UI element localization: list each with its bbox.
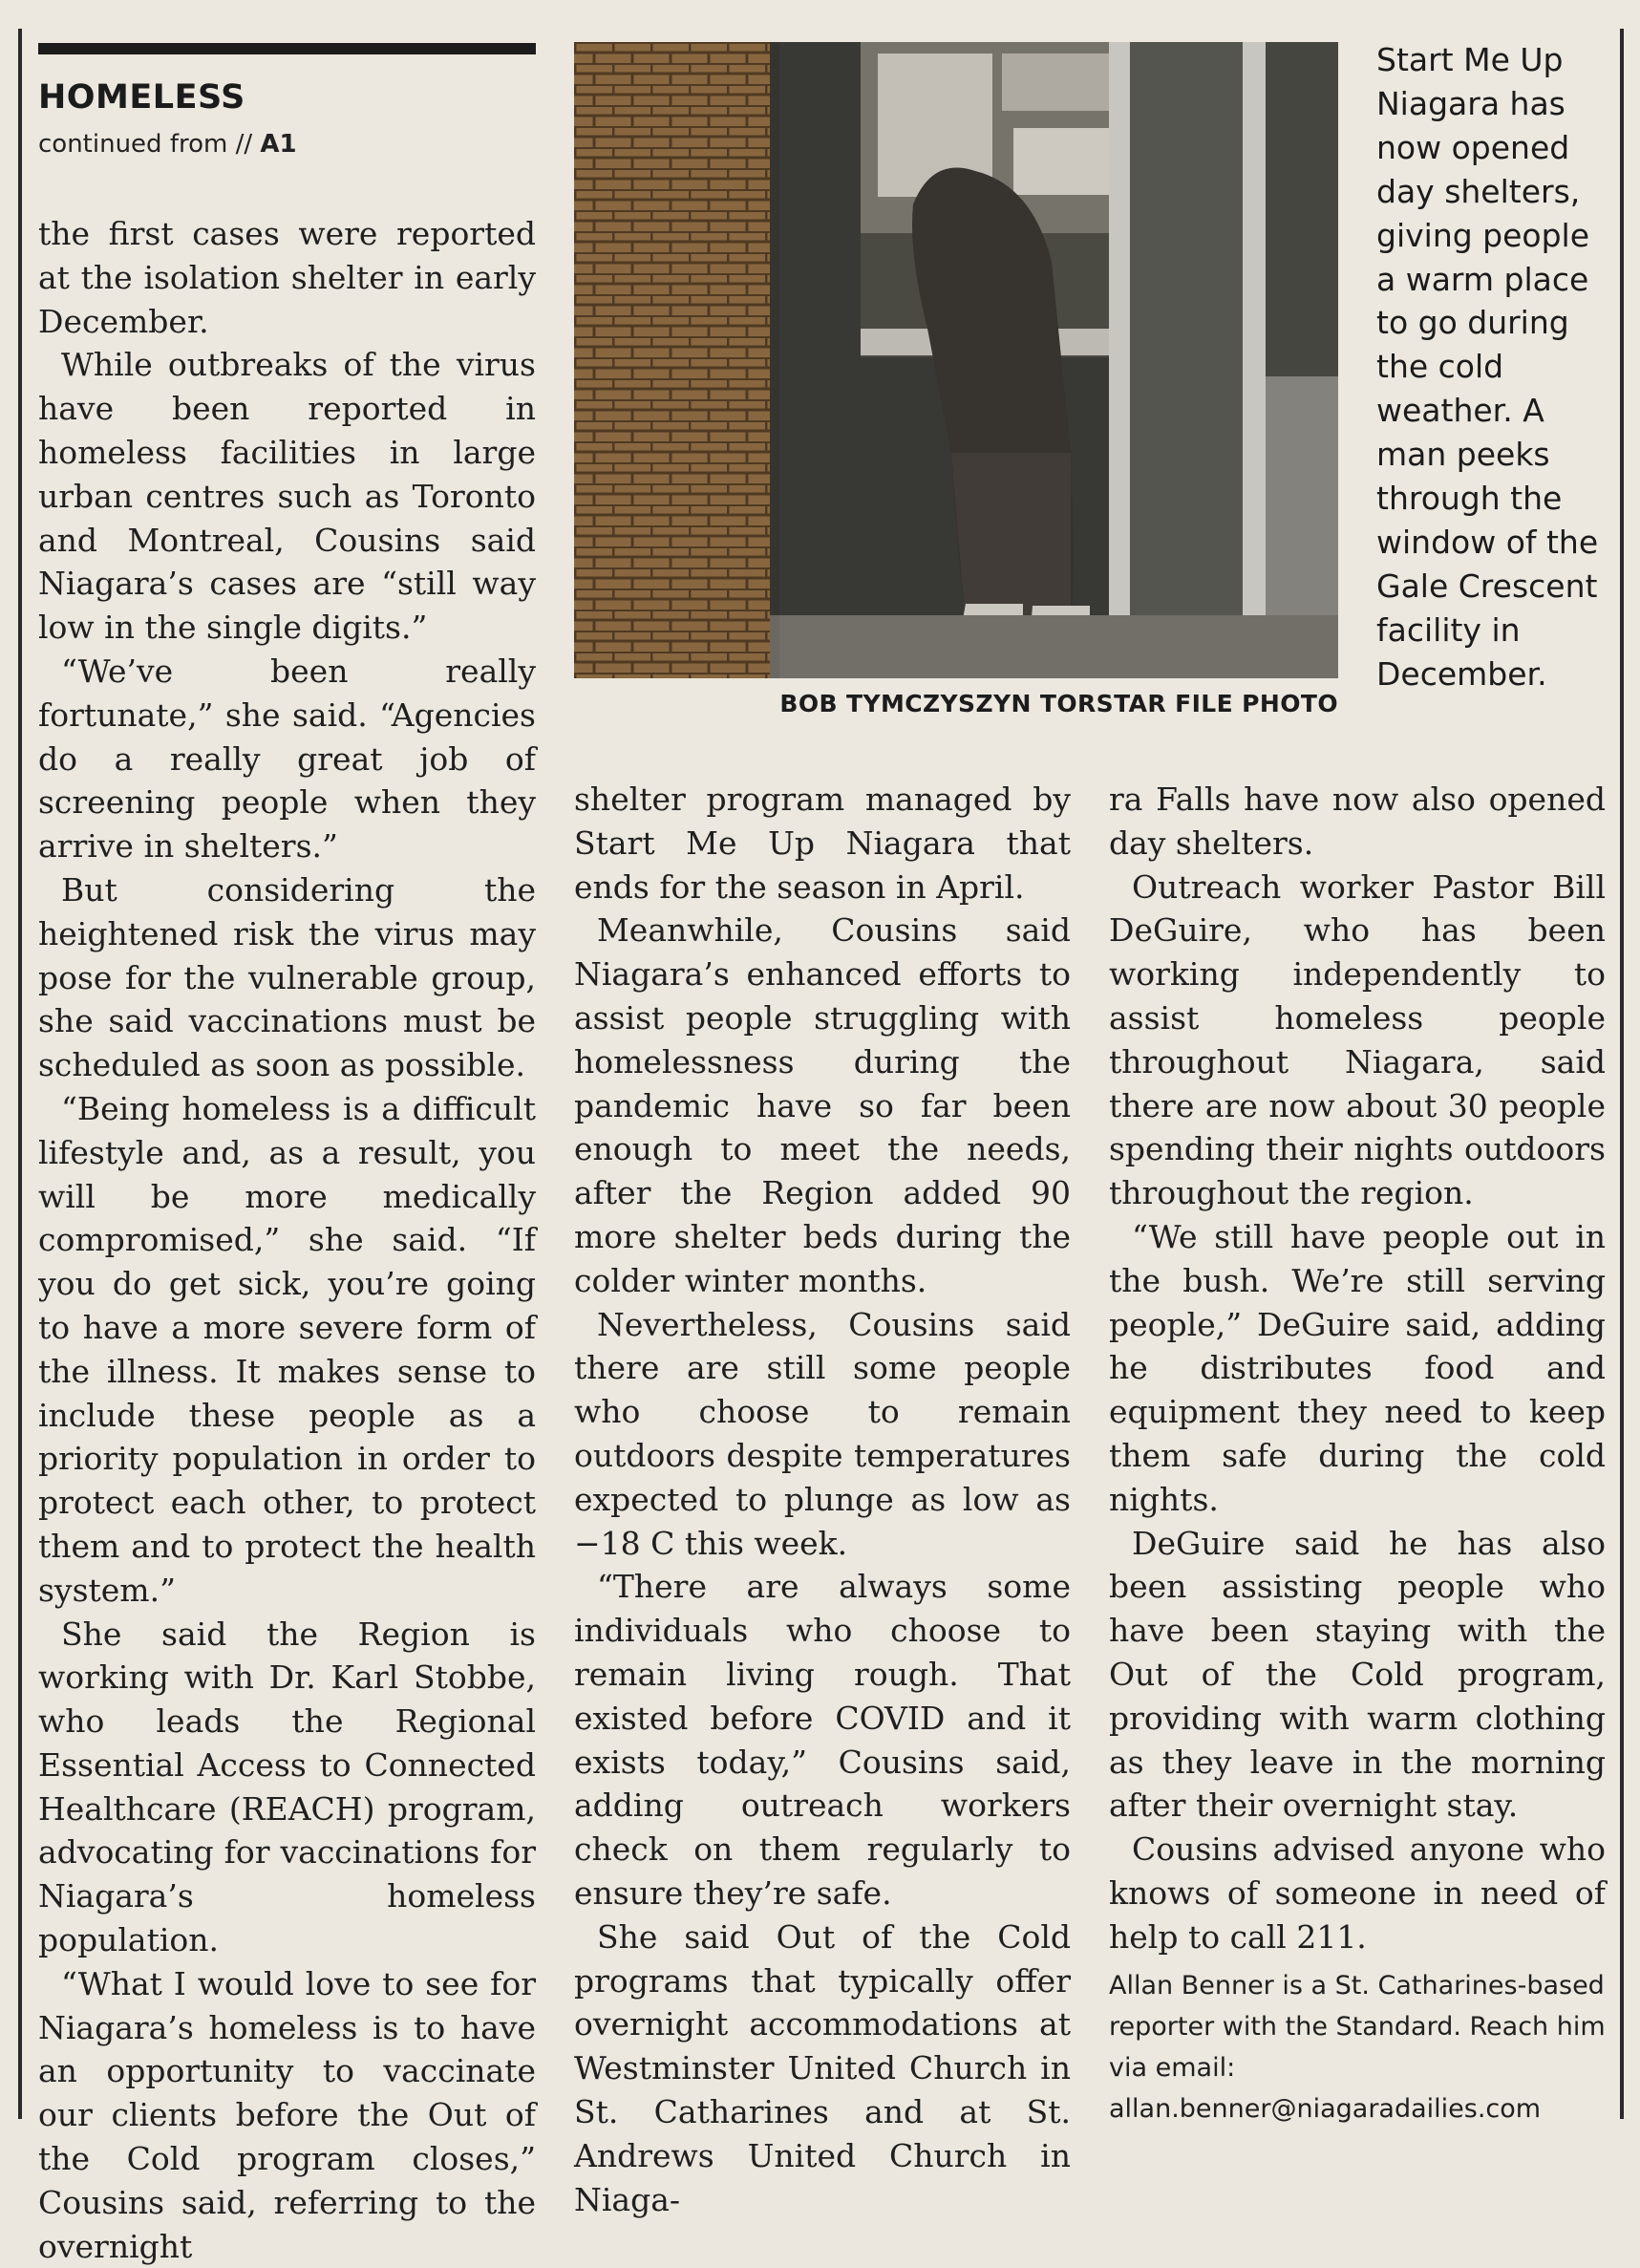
paragraph: “There are always some individuals who choose to remain living rough. That existed before COVID and it exists today,” Cousins said, adding outreach workers check on them regularly to ensure they’re safe. [574, 1568, 1071, 1912]
continued-from-text: continued from // [38, 130, 261, 159]
paragraph: Cousins advised anyone who knows of someone in need of help to call 211. [1109, 1830, 1606, 1956]
paragraph: “What I would love to see for Niagara’s homeless is to have an opportunity to vaccinate our clients before the Out of the Cold program closes,” Cousins said, referring to the overnight [38, 1964, 536, 2265]
paragraph: DeGuire said he has also been assisting people who have been staying with the Out of the Cold program, providing with warm clothing as they leave in the morning after their overnight stay. [1109, 1524, 1606, 1825]
paragraph: “Being homeless is a difficult lifestyle and, as a result, you will be more medically compromised,” she said. “If you do get sick, you’re going to have a more severe form of the illness. It makes sense to include these people as a priority population in order to protect each other, to protect them and to protect the health system.” [38, 1089, 536, 1609]
paragraph: shelter program managed by Start Me Up Niagara that ends for the season in April. [574, 781, 1071, 906]
article-column-1 [38, 212, 536, 2268]
paragraph: the first cases were reported at the isolation shelter in early December. [38, 215, 536, 340]
author-tagline-text: Allan Benner is a St. Catharines-based reporter with the Standard. Reach him via email: [1109, 1970, 1606, 2083]
paragraph: Meanwhile, Cousins said Niagara’s enhanced efforts to assist people struggling with homelessness during the pandemic have so far been enough to meet the needs, after the Region added 90 more shelter beds during the colder winter months. [574, 911, 1071, 1299]
photo-illustration [574, 42, 1338, 678]
author-email[interactable]: allan.benner@niagaradailies.com [1109, 2093, 1542, 2124]
continued-from-line [38, 130, 297, 159]
author-tagline [1109, 1965, 1606, 2129]
paragraph: Nevertheless, Cousins said there are still some people who choose to remain outdoors despite temperatures expected to plunge as low as −18 C this week. [574, 1305, 1071, 1562]
paragraph: She said Out of the Cold programs that typically offer overnight accommodations at Westminster United Church in St. Catharines and at St. Andrews United Church in Niaga- [574, 1917, 1071, 2218]
continued-from-page: A1 [260, 130, 297, 159]
paragraph: “We still have people out in the bush. We’re still serving people,” DeGuire said, adding he distributes food and equipment they need to keep them safe during the cold nights. [1109, 1217, 1606, 1518]
paragraph: Outreach worker Pastor Bill DeGuire, who has been working independently to assist homeless people throughout Niagara, said there are now about 30 people spending their nights outdoors throughout the region. [1109, 867, 1606, 1212]
right-column-rule [1620, 29, 1624, 2119]
left-column-rule [18, 29, 22, 2119]
paragraph: She said the Region is working with Dr. Karl Stobbe, who leads the Regional Essential Access to Connected Healthcare (REACH) program, advocating for vaccinations for Niagara’s homeless population. [38, 1615, 536, 1959]
paragraph: While outbreaks of the virus have been reported in homeless facilities in large urban centres such as Toronto and Montreal, Cousins said Niagara’s cases are “still way low in the single digits.” [38, 346, 536, 647]
section-top-bar [38, 43, 536, 54]
article-column-3 [1109, 778, 1606, 2129]
headline: HOMELESS [38, 78, 245, 117]
paragraph: But considering the heightened risk the virus may pose for the vulnerable group, she said vaccinations must be scheduled as soon as possible. [38, 870, 536, 1084]
photo-credit: BOB TYMCZYSZYN TORSTAR FILE PHOTO [779, 690, 1338, 717]
article-column-2 [574, 778, 1071, 2221]
photo-caption: Start Me Up Niagara has now opened day shelters, giving people a warm place to go during the cold weather. A man peeks through the window of the Gale Crescent facility in December. [1376, 41, 1599, 693]
paragraph: ra Falls have now also opened day shelters. [1109, 781, 1606, 862]
news-photo [574, 42, 1338, 678]
paragraph: “We’ve been really fortunate,” she said. “Agencies do a really great job of screening people when they arrive in shelters.” [38, 652, 536, 866]
